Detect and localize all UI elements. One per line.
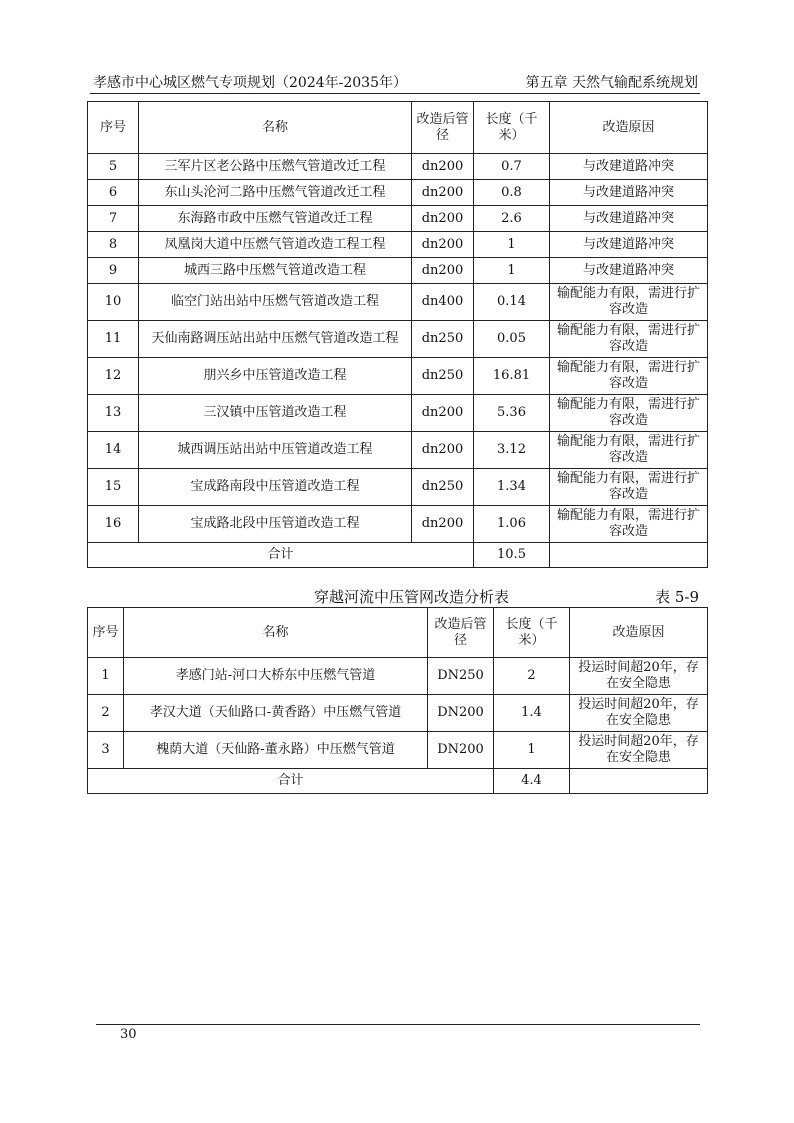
row-number: 2 [88, 695, 124, 732]
renovation-reason: 输配能力有限，需进行扩容改造 [550, 321, 708, 358]
pipe-length: 5.36 [474, 395, 550, 432]
pipe-length: 0.8 [474, 180, 550, 206]
table-number: 表 5-9 [655, 588, 699, 606]
renovation-reason: 投运时间超20年，存在安全隐患 [570, 658, 708, 695]
row-number: 13 [88, 395, 139, 432]
table-row [88, 506, 708, 543]
pipeline-name: 临空门站出站中压燃气管道改造工程 [139, 284, 412, 321]
pipe-diameter: dn250 [412, 469, 474, 506]
header-cell: 改造后管径 [428, 608, 494, 658]
pipeline-name: 东海路市政中压燃气管道改迁工程 [139, 206, 412, 232]
row-number: 11 [88, 321, 139, 358]
renovation-reason: 与改建道路冲突 [550, 206, 708, 232]
row-number: 14 [88, 432, 139, 469]
pipeline-name: 孝汉大道（天仙路口-黄香路）中压燃气管道 [124, 695, 428, 732]
pipe-diameter: DN200 [428, 695, 494, 732]
pipe-diameter: dn200 [412, 432, 474, 469]
total-empty-cell [570, 769, 708, 794]
row-number: 1 [88, 658, 124, 695]
header-cell: 长度（千米） [474, 102, 550, 154]
table-row [88, 154, 708, 180]
renovation-reason: 与改建道路冲突 [550, 258, 708, 284]
table-row [88, 358, 708, 395]
pipe-diameter: dn250 [412, 321, 474, 358]
header-cell: 名称 [124, 608, 428, 658]
pipe-diameter: dn200 [412, 395, 474, 432]
pipe-length: 0.7 [474, 154, 550, 180]
pipe-diameter: dn200 [412, 232, 474, 258]
pipe-length: 3.12 [474, 432, 550, 469]
footer-divider [96, 1024, 700, 1025]
header-cell: 序号 [88, 608, 124, 658]
table-row [88, 395, 708, 432]
table-row [88, 284, 708, 321]
pipeline-name: 城西三路中压燃气管道改造工程 [139, 258, 412, 284]
renovation-reason: 投运时间超20年，存在安全隐患 [570, 695, 708, 732]
table-row [88, 658, 708, 695]
pipe-diameter: dn200 [412, 258, 474, 284]
pipe-length: 2 [494, 658, 570, 695]
pipe-length: 1 [474, 258, 550, 284]
pipe-length: 1 [474, 232, 550, 258]
row-number: 3 [88, 732, 124, 769]
total-label: 合计 [88, 543, 474, 568]
pipeline-renovation-table [87, 101, 708, 568]
page-number: 30 [120, 1027, 137, 1042]
pipeline-name: 槐荫大道（天仙路-董永路）中压燃气管道 [124, 732, 428, 769]
total-length: 4.4 [494, 769, 570, 794]
row-number: 6 [88, 180, 139, 206]
table-row [88, 258, 708, 284]
table-row [88, 695, 708, 732]
row-number: 7 [88, 206, 139, 232]
pipe-diameter: dn200 [412, 506, 474, 543]
total-length: 10.5 [474, 543, 550, 568]
total-empty-cell [550, 543, 708, 568]
row-number: 15 [88, 469, 139, 506]
renovation-reason: 与改建道路冲突 [550, 180, 708, 206]
header-cell: 长度（千米） [494, 608, 570, 658]
renovation-reason: 投运时间超20年，存在安全隐患 [570, 732, 708, 769]
table-total-row [88, 543, 708, 568]
pipe-diameter: dn200 [412, 154, 474, 180]
pipe-length: 1.34 [474, 469, 550, 506]
renovation-reason: 输配能力有限，需进行扩容改造 [550, 506, 708, 543]
pipe-diameter: dn200 [412, 206, 474, 232]
pipeline-name: 孝感门站-河口大桥东中压燃气管道 [124, 658, 428, 695]
pipe-length: 0.14 [474, 284, 550, 321]
renovation-reason: 输配能力有限，需进行扩容改造 [550, 395, 708, 432]
total-label: 合计 [88, 769, 494, 794]
pipe-length: 1.06 [474, 506, 550, 543]
pipeline-name: 朋兴乡中压管道改造工程 [139, 358, 412, 395]
pipe-length: 1.4 [494, 695, 570, 732]
pipe-diameter: dn250 [412, 358, 474, 395]
table-total-row [88, 769, 708, 794]
pipe-length: 0.05 [474, 321, 550, 358]
row-number: 5 [88, 154, 139, 180]
table-row [88, 321, 708, 358]
pipeline-name: 凤凰岗大道中压燃气管道改造工程工程 [139, 232, 412, 258]
renovation-reason: 与改建道路冲突 [550, 154, 708, 180]
table-row [88, 732, 708, 769]
pipe-length: 2.6 [474, 206, 550, 232]
table-header-row [88, 102, 708, 154]
river-crossing-renovation-table [87, 607, 708, 794]
pipe-diameter: dn200 [412, 180, 474, 206]
header-divider [90, 93, 700, 94]
renovation-reason: 与改建道路冲突 [550, 232, 708, 258]
pipe-length: 1 [494, 732, 570, 769]
table-row [88, 432, 708, 469]
header-cell: 改造原因 [550, 102, 708, 154]
pipeline-name: 宝成路北段中压管道改造工程 [139, 506, 412, 543]
pipeline-name: 宝成路南段中压管道改造工程 [139, 469, 412, 506]
header-cell: 改造原因 [570, 608, 708, 658]
row-number: 9 [88, 258, 139, 284]
pipeline-name: 城西调压站出站中压管道改造工程 [139, 432, 412, 469]
header-cell: 名称 [139, 102, 412, 154]
renovation-reason: 输配能力有限，需进行扩容改造 [550, 358, 708, 395]
pipeline-name: 三汉镇中压管道改造工程 [139, 395, 412, 432]
renovation-reason: 输配能力有限，需进行扩容改造 [550, 432, 708, 469]
row-number: 8 [88, 232, 139, 258]
pipe-length: 16.81 [474, 358, 550, 395]
running-header-title: 孝感市中心城区燃气专项规划（2024年-2035年） [93, 75, 407, 91]
table-caption: 穿越河流中压管网改造分析表 [314, 588, 510, 606]
pipe-diameter: dn400 [412, 284, 474, 321]
renovation-reason: 输配能力有限，需进行扩容改造 [550, 469, 708, 506]
row-number: 12 [88, 358, 139, 395]
pipeline-name: 东山头沦河二路中压燃气管道改迁工程 [139, 180, 412, 206]
running-header-chapter: 第五章 天然气输配系统规划 [525, 75, 698, 91]
header-cell: 序号 [88, 102, 139, 154]
table-row [88, 180, 708, 206]
table-row [88, 232, 708, 258]
pipeline-name: 三军片区老公路中压燃气管道改迁工程 [139, 154, 412, 180]
renovation-reason: 输配能力有限，需进行扩容改造 [550, 284, 708, 321]
table-row [88, 206, 708, 232]
row-number: 16 [88, 506, 139, 543]
pipe-diameter: DN250 [428, 658, 494, 695]
pipeline-name: 天仙南路调压站出站中压燃气管道改造工程 [139, 321, 412, 358]
table-header-row [88, 608, 708, 658]
header-cell: 改造后管径 [412, 102, 474, 154]
pipe-diameter: DN200 [428, 732, 494, 769]
table-row [88, 469, 708, 506]
row-number: 10 [88, 284, 139, 321]
